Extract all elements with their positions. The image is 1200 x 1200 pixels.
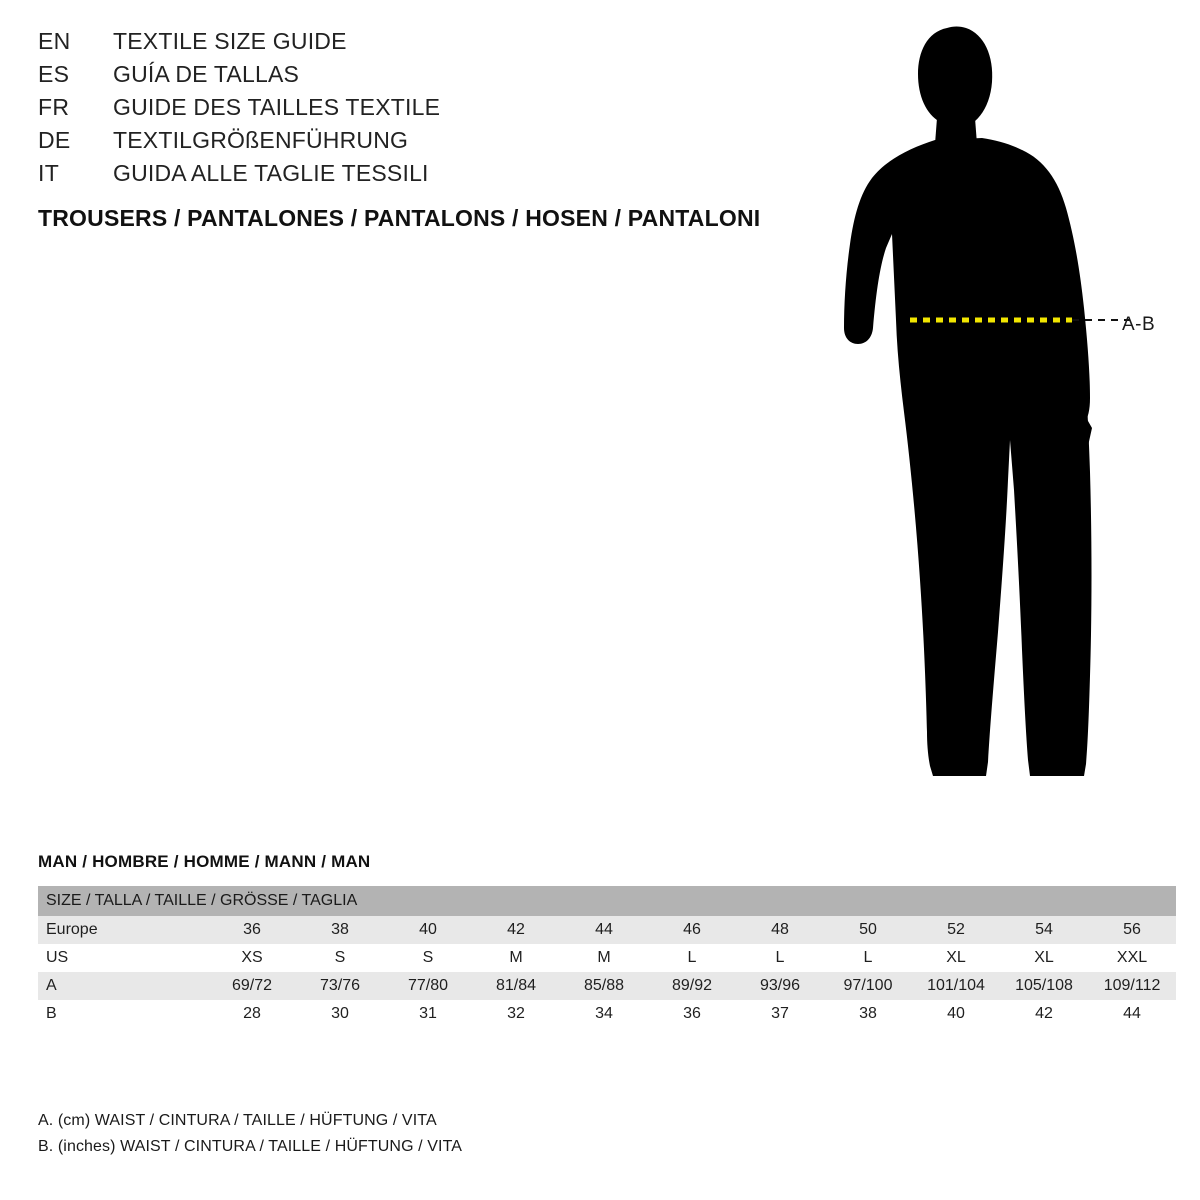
table-cell: 34 bbox=[560, 1000, 648, 1028]
table-cell: 36 bbox=[648, 1000, 736, 1028]
table-cell: L bbox=[648, 944, 736, 972]
table-cell: 48 bbox=[736, 916, 824, 944]
table-cell: 77/80 bbox=[384, 972, 472, 1000]
language-title: GUIDA ALLE TAGLIE TESSILI bbox=[113, 160, 429, 186]
table-cell: 69/72 bbox=[208, 972, 296, 1000]
language-code: IT bbox=[38, 160, 60, 186]
size-table-section bbox=[38, 852, 1168, 1028]
language-row bbox=[38, 94, 818, 127]
table-cell: 38 bbox=[296, 916, 384, 944]
man-silhouette-icon bbox=[844, 27, 1092, 777]
table-cell: 54 bbox=[1000, 916, 1088, 944]
table-row bbox=[38, 972, 1176, 1000]
table-cell: L bbox=[824, 944, 912, 972]
table-cell: XL bbox=[1000, 944, 1088, 972]
table-cell: 50 bbox=[824, 916, 912, 944]
size-table bbox=[38, 886, 1176, 1028]
language-row bbox=[38, 28, 818, 61]
footnote-b: B. (inches) WAIST / CINTURA / TAILLE / HÜFTUNG / VITA bbox=[38, 1138, 463, 1155]
table-cell: L bbox=[736, 944, 824, 972]
table-cell: M bbox=[472, 944, 560, 972]
table-cell: S bbox=[384, 944, 472, 972]
language-code: DE bbox=[38, 127, 71, 153]
table-cell: 37 bbox=[736, 1000, 824, 1028]
row-label: B bbox=[38, 1000, 208, 1028]
measurement-label-ab: A-B bbox=[1122, 314, 1156, 335]
table-cell: 52 bbox=[912, 916, 1000, 944]
table-cell: 89/92 bbox=[648, 972, 736, 1000]
gender-title: MAN / HOMBRE / HOMME / MANN / MAN bbox=[38, 852, 371, 871]
language-title: GUIDE DES TAILLES TEXTILE bbox=[113, 94, 441, 120]
table-row bbox=[38, 944, 1176, 972]
table-header-row bbox=[38, 886, 1176, 916]
language-code: EN bbox=[38, 28, 71, 54]
language-row bbox=[38, 160, 818, 193]
table-cell: 44 bbox=[560, 916, 648, 944]
table-cell: 101/104 bbox=[912, 972, 1000, 1000]
language-header-block bbox=[38, 28, 818, 232]
garment-type-title: TROUSERS / PANTALONES / PANTALONS / HOSEN / PANTALONI bbox=[38, 205, 761, 231]
table-cell: 36 bbox=[208, 916, 296, 944]
table-cell: 56 bbox=[1088, 916, 1176, 944]
table-header-label: SIZE / TALLA / TAILLE / GRÖSSE / TAGLIA bbox=[38, 886, 1176, 916]
table-cell: 73/76 bbox=[296, 972, 384, 1000]
table-cell: 40 bbox=[384, 916, 472, 944]
language-row bbox=[38, 61, 818, 94]
table-cell: 42 bbox=[1000, 1000, 1088, 1028]
table-cell: 81/84 bbox=[472, 972, 560, 1000]
row-label: Europe bbox=[38, 916, 208, 944]
table-cell: 42 bbox=[472, 916, 560, 944]
language-title: GUÍA DE TALLAS bbox=[113, 61, 300, 87]
table-cell: 28 bbox=[208, 1000, 296, 1028]
row-label: US bbox=[38, 944, 208, 972]
table-cell: 97/100 bbox=[824, 972, 912, 1000]
table-cell: 46 bbox=[648, 916, 736, 944]
language-title: TEXTILE SIZE GUIDE bbox=[113, 28, 347, 54]
table-cell: 31 bbox=[384, 1000, 472, 1028]
table-cell: 44 bbox=[1088, 1000, 1176, 1028]
language-code: ES bbox=[38, 61, 70, 87]
table-cell: 93/96 bbox=[736, 972, 824, 1000]
table-cell: XXL bbox=[1088, 944, 1176, 972]
silhouette-figure bbox=[800, 20, 1200, 810]
row-label: A bbox=[38, 972, 208, 1000]
table-cell: 30 bbox=[296, 1000, 384, 1028]
language-row bbox=[38, 127, 818, 160]
language-code: FR bbox=[38, 94, 70, 120]
table-cell: S bbox=[296, 944, 384, 972]
table-cell: XL bbox=[912, 944, 1000, 972]
table-cell: 85/88 bbox=[560, 972, 648, 1000]
table-cell: 32 bbox=[472, 1000, 560, 1028]
table-row bbox=[38, 916, 1176, 944]
table-cell: 38 bbox=[824, 1000, 912, 1028]
table-cell: 40 bbox=[912, 1000, 1000, 1028]
footnote-a: A. (cm) WAIST / CINTURA / TAILLE / HÜFTUNG / VITA bbox=[38, 1112, 437, 1129]
table-row bbox=[38, 1000, 1176, 1028]
language-title: TEXTILGRÖßENFÜHRUNG bbox=[113, 127, 409, 153]
table-cell: XS bbox=[208, 944, 296, 972]
footnotes-block bbox=[38, 1108, 938, 1160]
table-cell: M bbox=[560, 944, 648, 972]
table-cell: 105/108 bbox=[1000, 972, 1088, 1000]
table-cell: 109/112 bbox=[1088, 972, 1176, 1000]
